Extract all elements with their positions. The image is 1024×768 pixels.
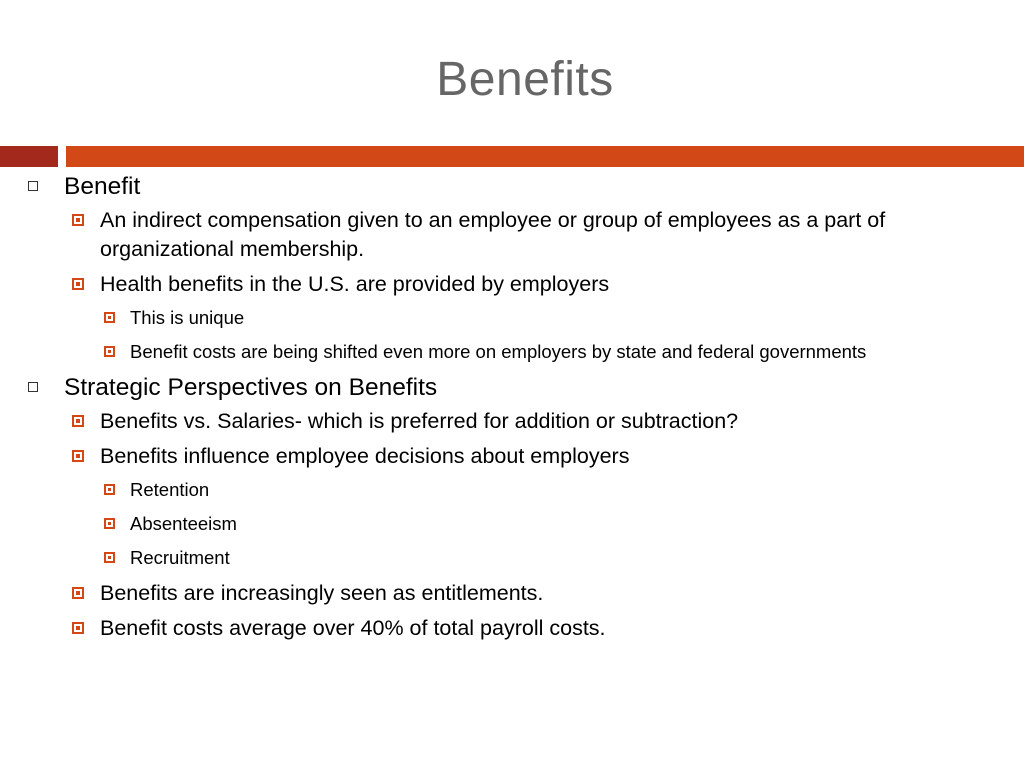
sub-bullet-text: This is unique	[130, 307, 245, 328]
sub-bullet-item	[28, 511, 1008, 536]
sub-bullet-item	[28, 545, 1008, 570]
section-label: Benefit	[64, 173, 141, 200]
sub-bullet-item	[28, 339, 1008, 364]
bullet-text: Benefits are increasingly seen as entitlements.	[100, 581, 544, 605]
square-bullet-icon	[104, 552, 115, 563]
header-bar-accent	[66, 146, 1024, 167]
square-bullet-icon	[72, 278, 84, 290]
square-bullet-icon	[72, 450, 84, 462]
bullet-item	[28, 442, 1008, 471]
bullet-item	[28, 206, 1008, 264]
section-heading	[28, 373, 1008, 403]
square-bullet-icon	[104, 346, 115, 357]
hollow-square-bullet-icon	[28, 382, 38, 392]
bullet-text: Benefit costs average over 40% of total payroll costs.	[100, 616, 606, 640]
slide-title: Benefits	[436, 53, 614, 106]
sub-bullet-item	[28, 305, 1008, 330]
header-bar-dark	[0, 146, 58, 167]
bullet-text: Benefits influence employee decisions about employers	[100, 444, 630, 468]
square-bullet-icon	[104, 518, 115, 529]
sub-bullet-text: Retention	[130, 479, 210, 500]
square-bullet-icon	[72, 587, 84, 599]
slide-content	[28, 172, 1008, 649]
square-bullet-icon	[72, 214, 84, 226]
square-bullet-icon	[72, 415, 84, 427]
square-bullet-icon	[104, 312, 115, 323]
bullet-item	[28, 407, 1008, 436]
bullet-item	[28, 270, 1008, 299]
bullet-text: Benefits vs. Salaries- which is preferred for addition or subtraction?	[100, 409, 739, 433]
sub-bullet-text: Benefit costs are being shifted even more on employers by state and federal governments	[130, 341, 867, 362]
sub-bullet-text: Absenteeism	[130, 513, 237, 534]
square-bullet-icon	[72, 622, 84, 634]
bullet-text: An indirect compensation given to an employee or group of employees as a part of organizational membership.	[100, 208, 886, 261]
bullet-text: Health benefits in the U.S. are provided by employers	[100, 272, 610, 296]
sub-bullet-text: Recruitment	[130, 547, 230, 568]
bullet-item	[28, 614, 1008, 643]
bullet-item	[28, 579, 1008, 608]
sub-bullet-item	[28, 477, 1008, 502]
square-bullet-icon	[104, 484, 115, 495]
section-heading	[28, 172, 1008, 202]
hollow-square-bullet-icon	[28, 181, 38, 191]
section-label: Strategic Perspectives on Benefits	[64, 374, 438, 401]
